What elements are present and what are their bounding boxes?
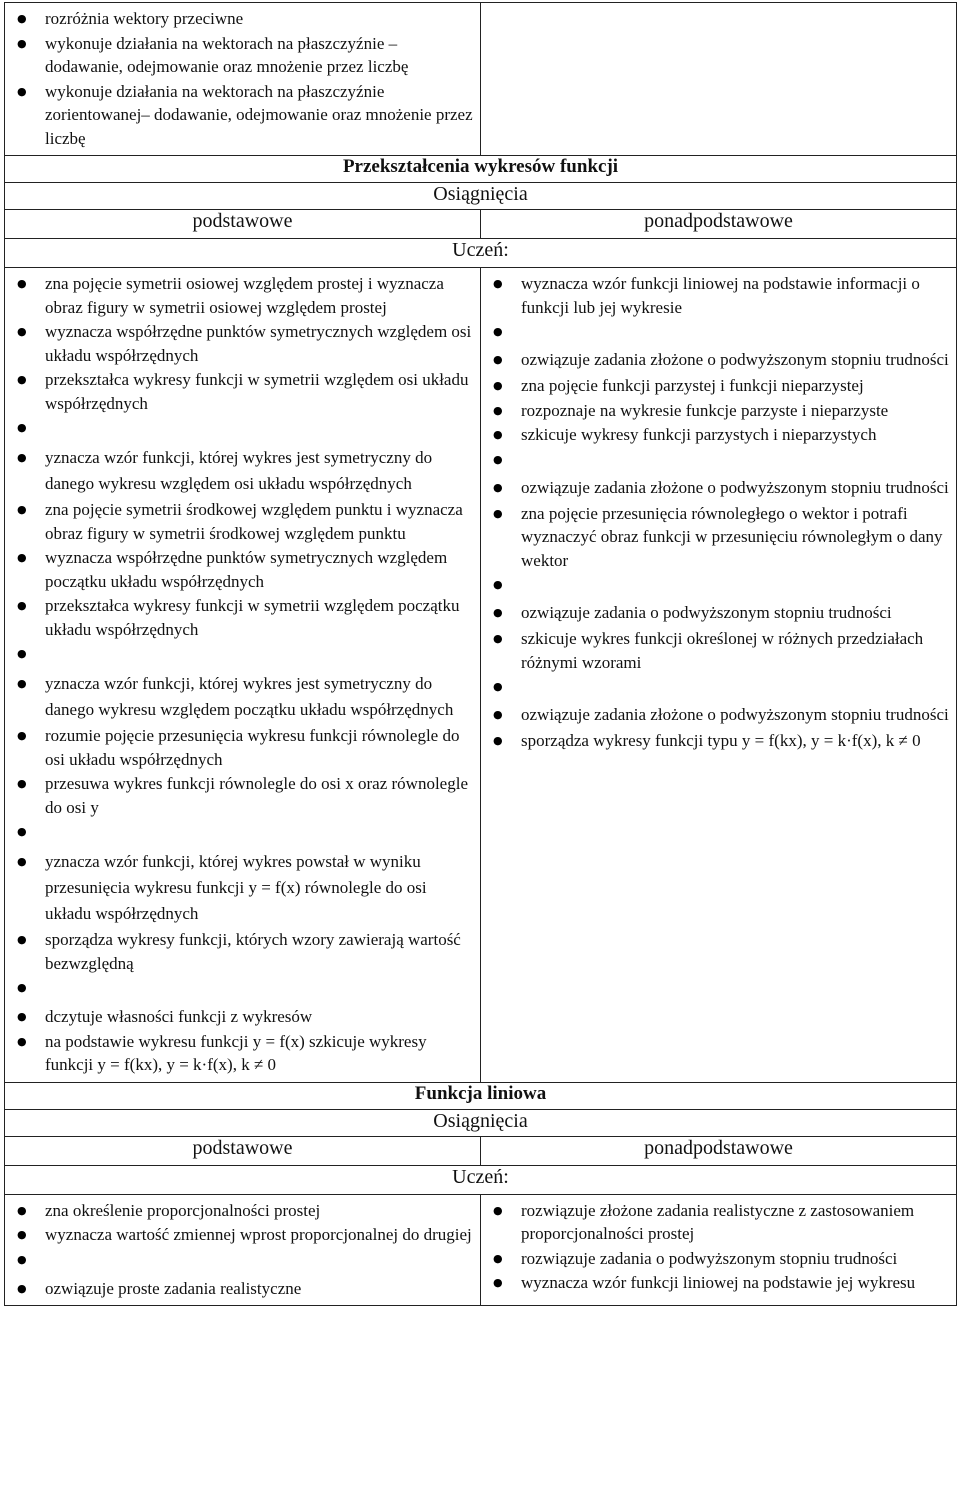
list-item xyxy=(481,320,950,346)
top-block-list xyxy=(5,3,480,155)
list-item: ● zna pojęcie funkcji parzystej i funkcji nieparzystej xyxy=(481,374,950,398)
list-item: ● sporządza wykresy funkcji, których wzory zawierają wartość bezwzględną xyxy=(5,928,474,975)
section-title: Funkcja liniowa xyxy=(5,1082,957,1109)
section-title: Przekształcenia wykresów funkcji xyxy=(5,156,957,183)
list-item: ● dczytuje własności funkcji z wykresów xyxy=(5,1005,474,1029)
pupil-label: Uczeń: xyxy=(5,1165,957,1194)
list-item: ● szkicuje wykresy funkcji parzystych i nieparzystych xyxy=(481,423,950,447)
basic-level-label: podstawowe xyxy=(5,1136,481,1165)
list-item: ● rozwiązuje zadania o podwyższonym stopniu trudności xyxy=(481,1247,950,1271)
curriculum-table xyxy=(4,2,957,1306)
list-item: ● wyznacza współrzędne punktów symetrycznych względem osi układu współrzędnych xyxy=(5,320,474,367)
list-item xyxy=(5,642,474,668)
pupil-label: Uczeń: xyxy=(5,239,957,268)
list-item: ● zna określenie proporcjonalności prostej xyxy=(5,1199,474,1223)
list-item: ● yznacza wzór funkcji, której wykres jest symetryczny do danego wykresu względem osi układu współrzędnych xyxy=(5,445,474,497)
document-page xyxy=(4,2,956,1306)
list-item: ● wyznacza wzór funkcji liniowej na podstawie jej wykresu xyxy=(481,1271,950,1295)
basic-requirements-list xyxy=(5,1195,480,1306)
list-item: ● ozwiązuje zadania o podwyższonym stopniu trudności xyxy=(481,600,950,626)
list-item: ● sporządza wykresy funkcji typu y = f(kx), y = k·f(x), k ≠ 0 xyxy=(481,729,950,753)
list-item: ● yznacza wzór funkcji, której wykres powstał w wyniku przesunięcia wykresu funkcji y = f(x) równolegle do osi układu współrzędnych xyxy=(5,849,474,927)
list-item: ● przekształca wykresy funkcji w symetrii względem osi układu współrzędnych xyxy=(5,368,474,415)
advanced-requirements-list xyxy=(481,268,956,758)
advanced-level-label: ponadpodstawowe xyxy=(481,1136,957,1165)
list-item: ● szkicuje wykres funkcji określonej w różnych przedziałach różnymi wzorami xyxy=(481,627,950,674)
section2-content-row xyxy=(5,1194,957,1306)
list-item: ● wyznacza wartość zmiennej wprost proporcjonalnej do drugiej xyxy=(5,1223,474,1247)
list-item: ● przesuwa wykres funkcji równolegle do osi x oraz równolegle do osi y xyxy=(5,772,474,819)
top-block-row xyxy=(5,3,957,156)
advanced-level-label: ponadpodstawowe xyxy=(481,210,957,239)
list-item: ● zna pojęcie symetrii środkowej względem punktu i wyznacza obraz figury w symetrii środkowej względem punktu xyxy=(5,498,474,545)
list-item: ● zna pojęcie symetrii osiowej względem prostej i wyznacza obraz figury w symetrii osiowej względem prostej xyxy=(5,272,474,319)
top-block-left-cell xyxy=(5,3,481,156)
list-item: ● na podstawie wykresu funkcji y = f(x) szkicuje wykresy funkcji y = f(kx), y = k·f(x), k ≠ 0 xyxy=(5,1030,474,1077)
basic-level-label: podstawowe xyxy=(5,210,481,239)
list-item xyxy=(5,416,474,442)
list-item: ● wykonuje działania na wektorach na płaszczyźnie – dodawanie, odejmowanie oraz mnożenie przez liczbę xyxy=(5,32,474,79)
basic-requirements-cell xyxy=(5,268,481,1083)
list-item: ● rozróżnia wektory przeciwne xyxy=(5,7,474,31)
top-block-right-cell xyxy=(481,3,957,156)
list-item: ● wykonuje działania na wektorach na płaszczyźnie zorientowanej– dodawanie, odejmowanie oraz mnożenie przez liczbę xyxy=(5,80,474,151)
list-item: ● yznacza wzór funkcji, której wykres jest symetryczny do danego wykresu względem początku układu współrzędnych xyxy=(5,671,474,723)
list-item: ● rozwiązuje złożone zadania realistyczne z zastosowaniem proporcjonalności prostej xyxy=(481,1199,950,1246)
list-item: ● ozwiązuje proste zadania realistyczne xyxy=(5,1277,474,1301)
list-item: ● zna pojęcie przesunięcia równoległego o wektor i potrafi wyznaczyć obraz funkcji w przesunięciu równoległym o dany wektor xyxy=(481,502,950,573)
list-item xyxy=(5,976,474,1002)
advanced-requirements-cell xyxy=(481,268,957,1083)
list-item: ● ozwiązuje zadania złożone o podwyższonym stopniu trudności xyxy=(481,475,950,501)
achievements-label: Osiągnięcia xyxy=(5,183,957,210)
list-item xyxy=(5,820,474,846)
list-item: ● ozwiązuje zadania złożone o podwyższonym stopniu trudności xyxy=(481,702,950,728)
list-item: ● rozpoznaje na wykresie funkcje parzyste i nieparzyste xyxy=(481,399,950,423)
list-item: ● wyznacza wzór funkcji liniowej na podstawie informacji o funkcji lub jej wykresie xyxy=(481,272,950,319)
advanced-requirements-list xyxy=(481,1195,956,1300)
list-item: ● rozumie pojęcie przesunięcia wykresu funkcji równolegle do osi układu współrzędnych xyxy=(5,724,474,771)
list-item: ● ozwiązuje zadania złożone o podwyższonym stopniu trudności xyxy=(481,347,950,373)
section1-content-row xyxy=(5,268,957,1083)
list-item xyxy=(481,675,950,701)
list-item xyxy=(481,448,950,474)
advanced-requirements-cell xyxy=(481,1194,957,1306)
list-item xyxy=(5,1248,474,1274)
list-item: ● wyznacza współrzędne punktów symetrycznych względem początku układu współrzędnych xyxy=(5,546,474,593)
basic-requirements-cell xyxy=(5,1194,481,1306)
achievements-label: Osiągnięcia xyxy=(5,1109,957,1136)
basic-requirements-list xyxy=(5,268,480,1082)
list-item: ● przekształca wykresy funkcji w symetrii względem początku układu współrzędnych xyxy=(5,594,474,641)
list-item xyxy=(481,573,950,599)
